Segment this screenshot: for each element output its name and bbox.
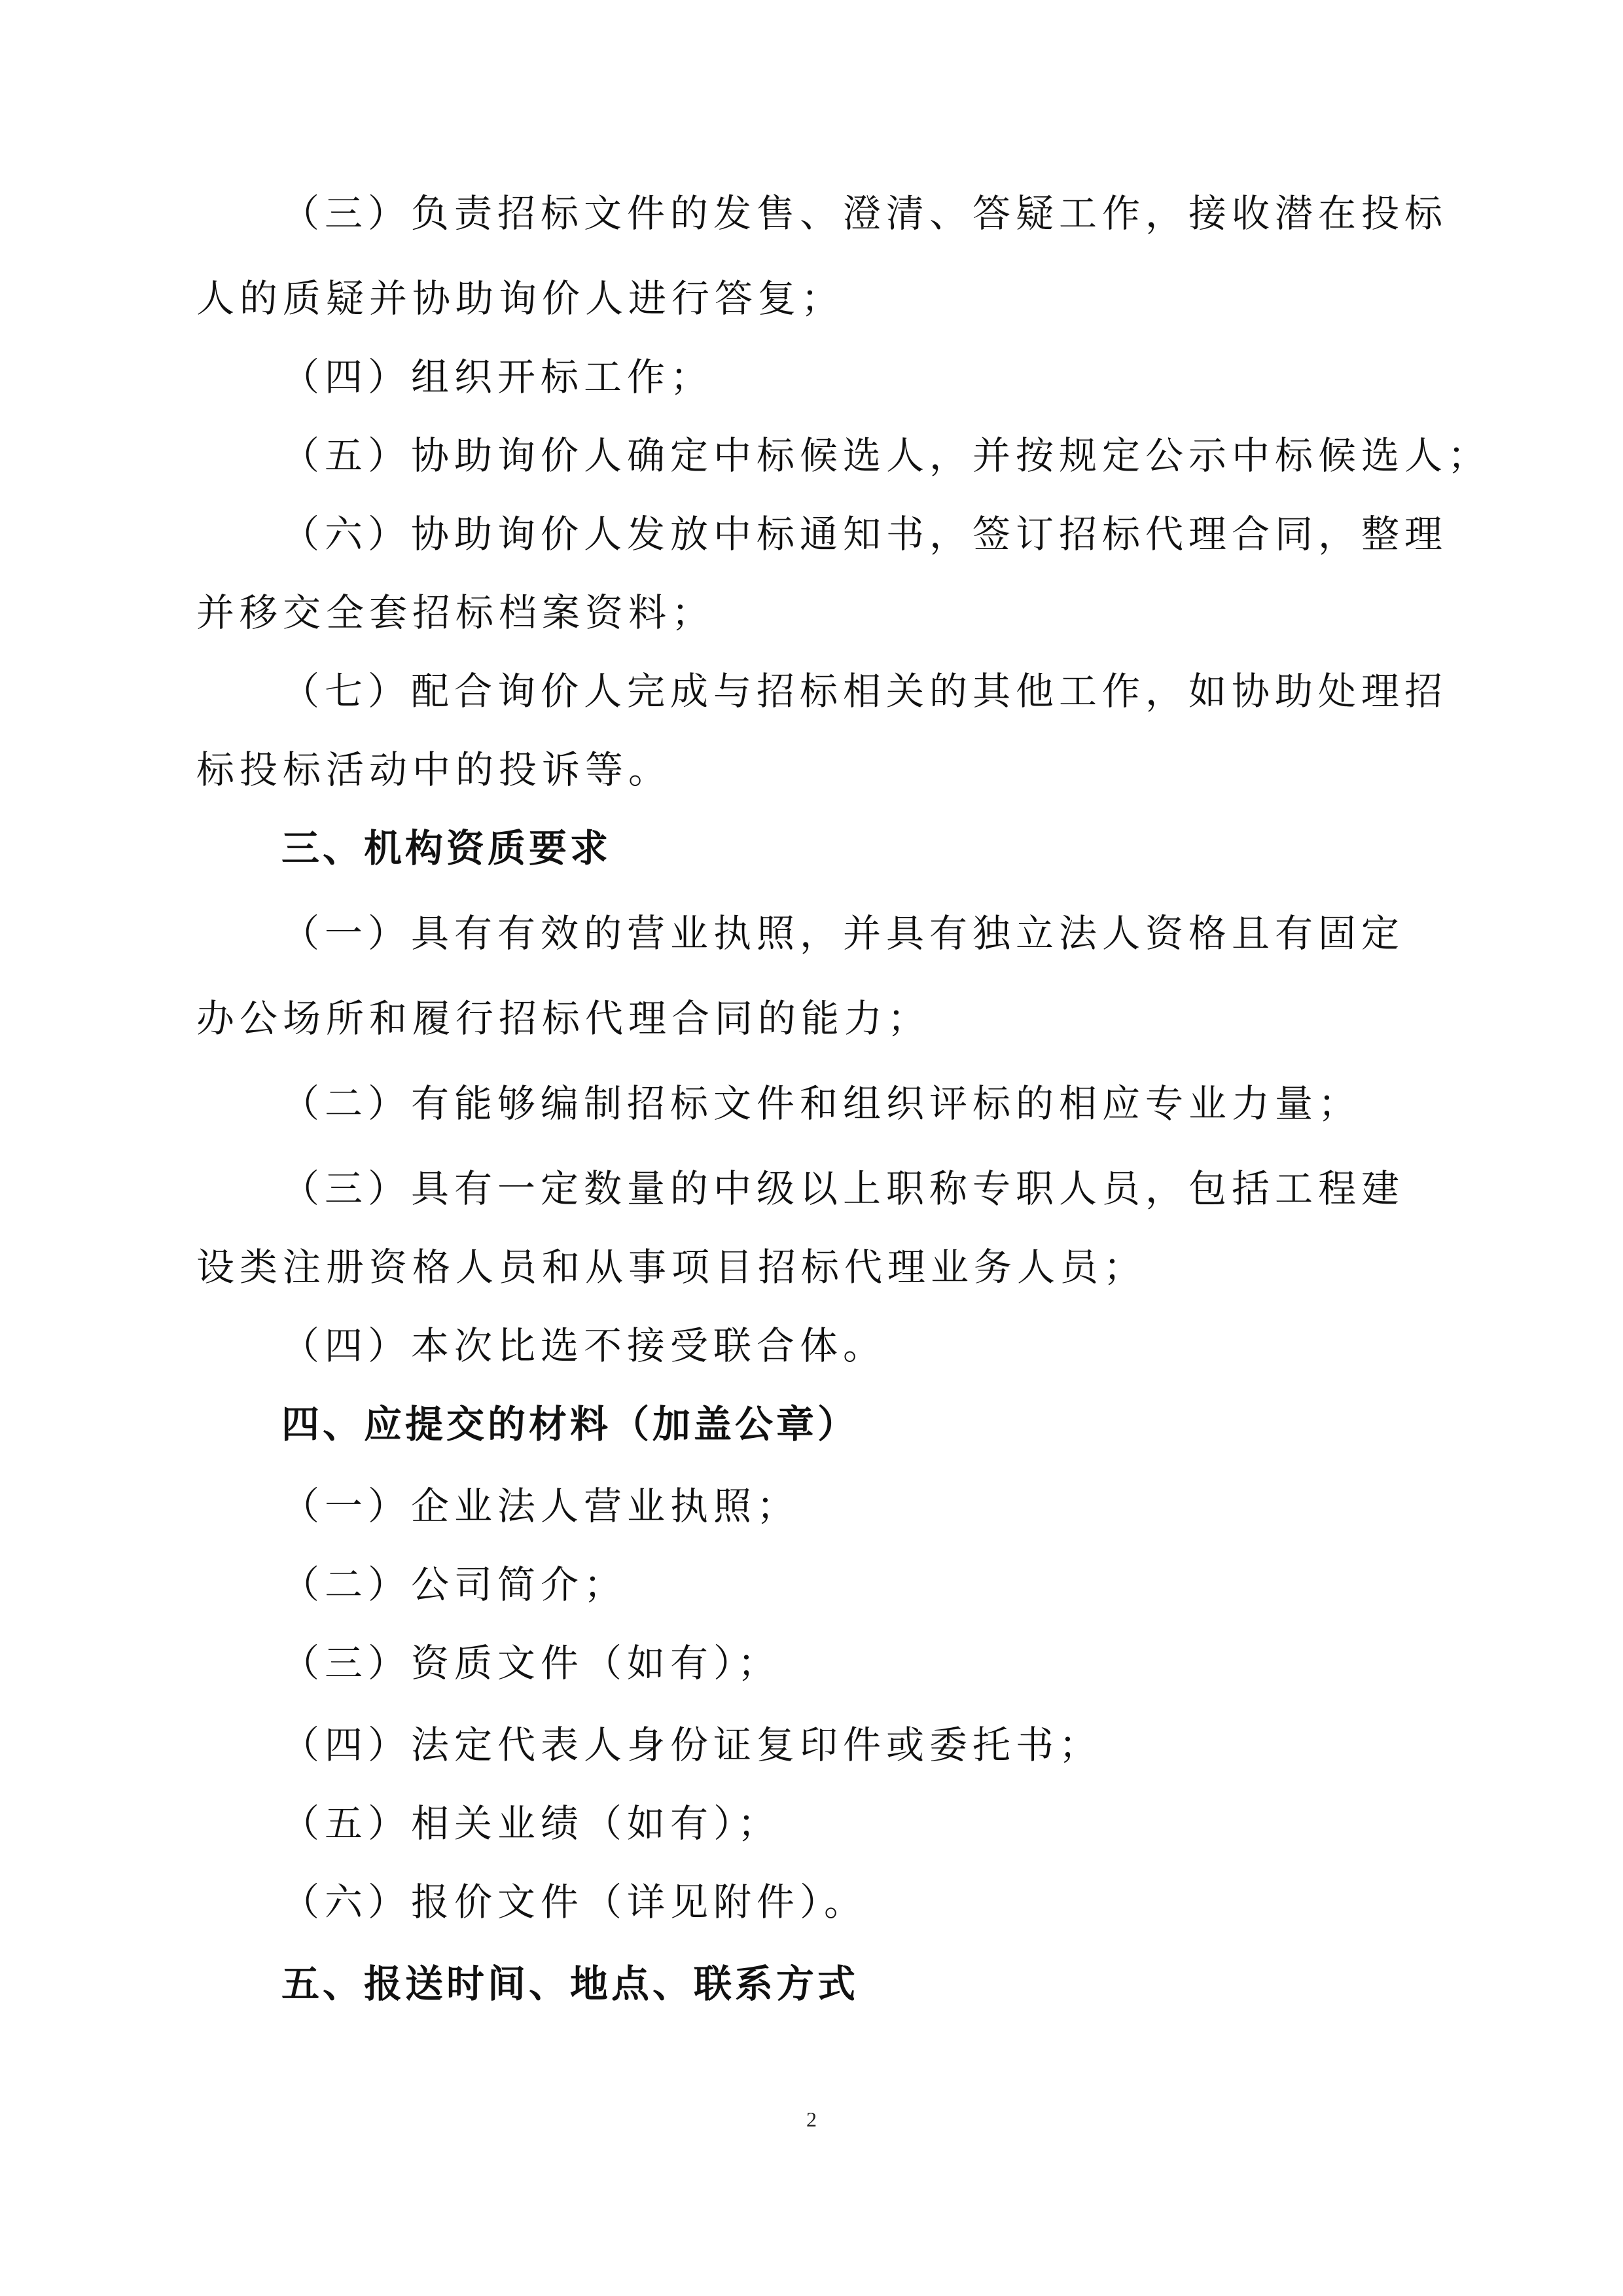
section-heading: 五、报送时间、地点、联系方式 <box>281 1962 859 2006</box>
paragraph-line: （四）组织开标工作； <box>281 355 714 399</box>
paragraph-line: （四）本次比选不接受联合体。 <box>281 1323 887 1368</box>
paragraph-line: 标投标活动中的投诉等。 <box>196 747 672 792</box>
paragraph-line: （六）协助询价人发放中标通知书，签订招标代理合同，整理 <box>281 512 1448 556</box>
paragraph-line: （三）具有一定数量的中级以上职称专职人员，包括工程建 <box>281 1166 1405 1211</box>
paragraph-line: （一）企业法人营业执照； <box>281 1484 800 1528</box>
section-heading: 三、机构资质要求 <box>281 826 612 870</box>
section-heading: 四、应提交的材料（加盖公章） <box>281 1402 859 1446</box>
paragraph-line: （一）具有有效的营业执照，并具有独立法人资格且有固定 <box>281 911 1405 956</box>
paragraph-line: （二）有能够编制招标文件和组织评标的相应专业力量； <box>281 1081 1362 1126</box>
paragraph-line: （二）公司简介； <box>281 1562 628 1607</box>
paragraph-line: （三）负责招标文件的发售、澄清、答疑工作，接收潜在投标 <box>281 191 1448 236</box>
paragraph-line: （六）报价文件（详见附件）。 <box>281 1880 868 1924</box>
paragraph-line: （三）资质文件（如有）； <box>281 1641 781 1685</box>
paragraph-line: （七）配合询价人完成与招标相关的其他工作，如协助处理招 <box>281 669 1448 713</box>
paragraph-line: （五）协助询价人确定中标候选人，并按规定公示中标候选人； <box>281 433 1491 478</box>
paragraph-line: 并移交全套招标档案资料； <box>196 590 715 635</box>
paragraph-line: 人的质疑并协助询价人进行答复； <box>196 276 845 321</box>
paragraph-line: （四）法定代表人身份证复印件或委托书； <box>281 1723 1103 1767</box>
paragraph-line: 办公场所和履行招标代理合同的能力； <box>196 996 931 1041</box>
paragraph-line: （五）相关业绩（如有）； <box>281 1801 781 1846</box>
page-number: 2 <box>806 2108 817 2131</box>
paragraph-line: 设类注册资格人员和从事项目招标代理业务人员； <box>196 1245 1147 1289</box>
